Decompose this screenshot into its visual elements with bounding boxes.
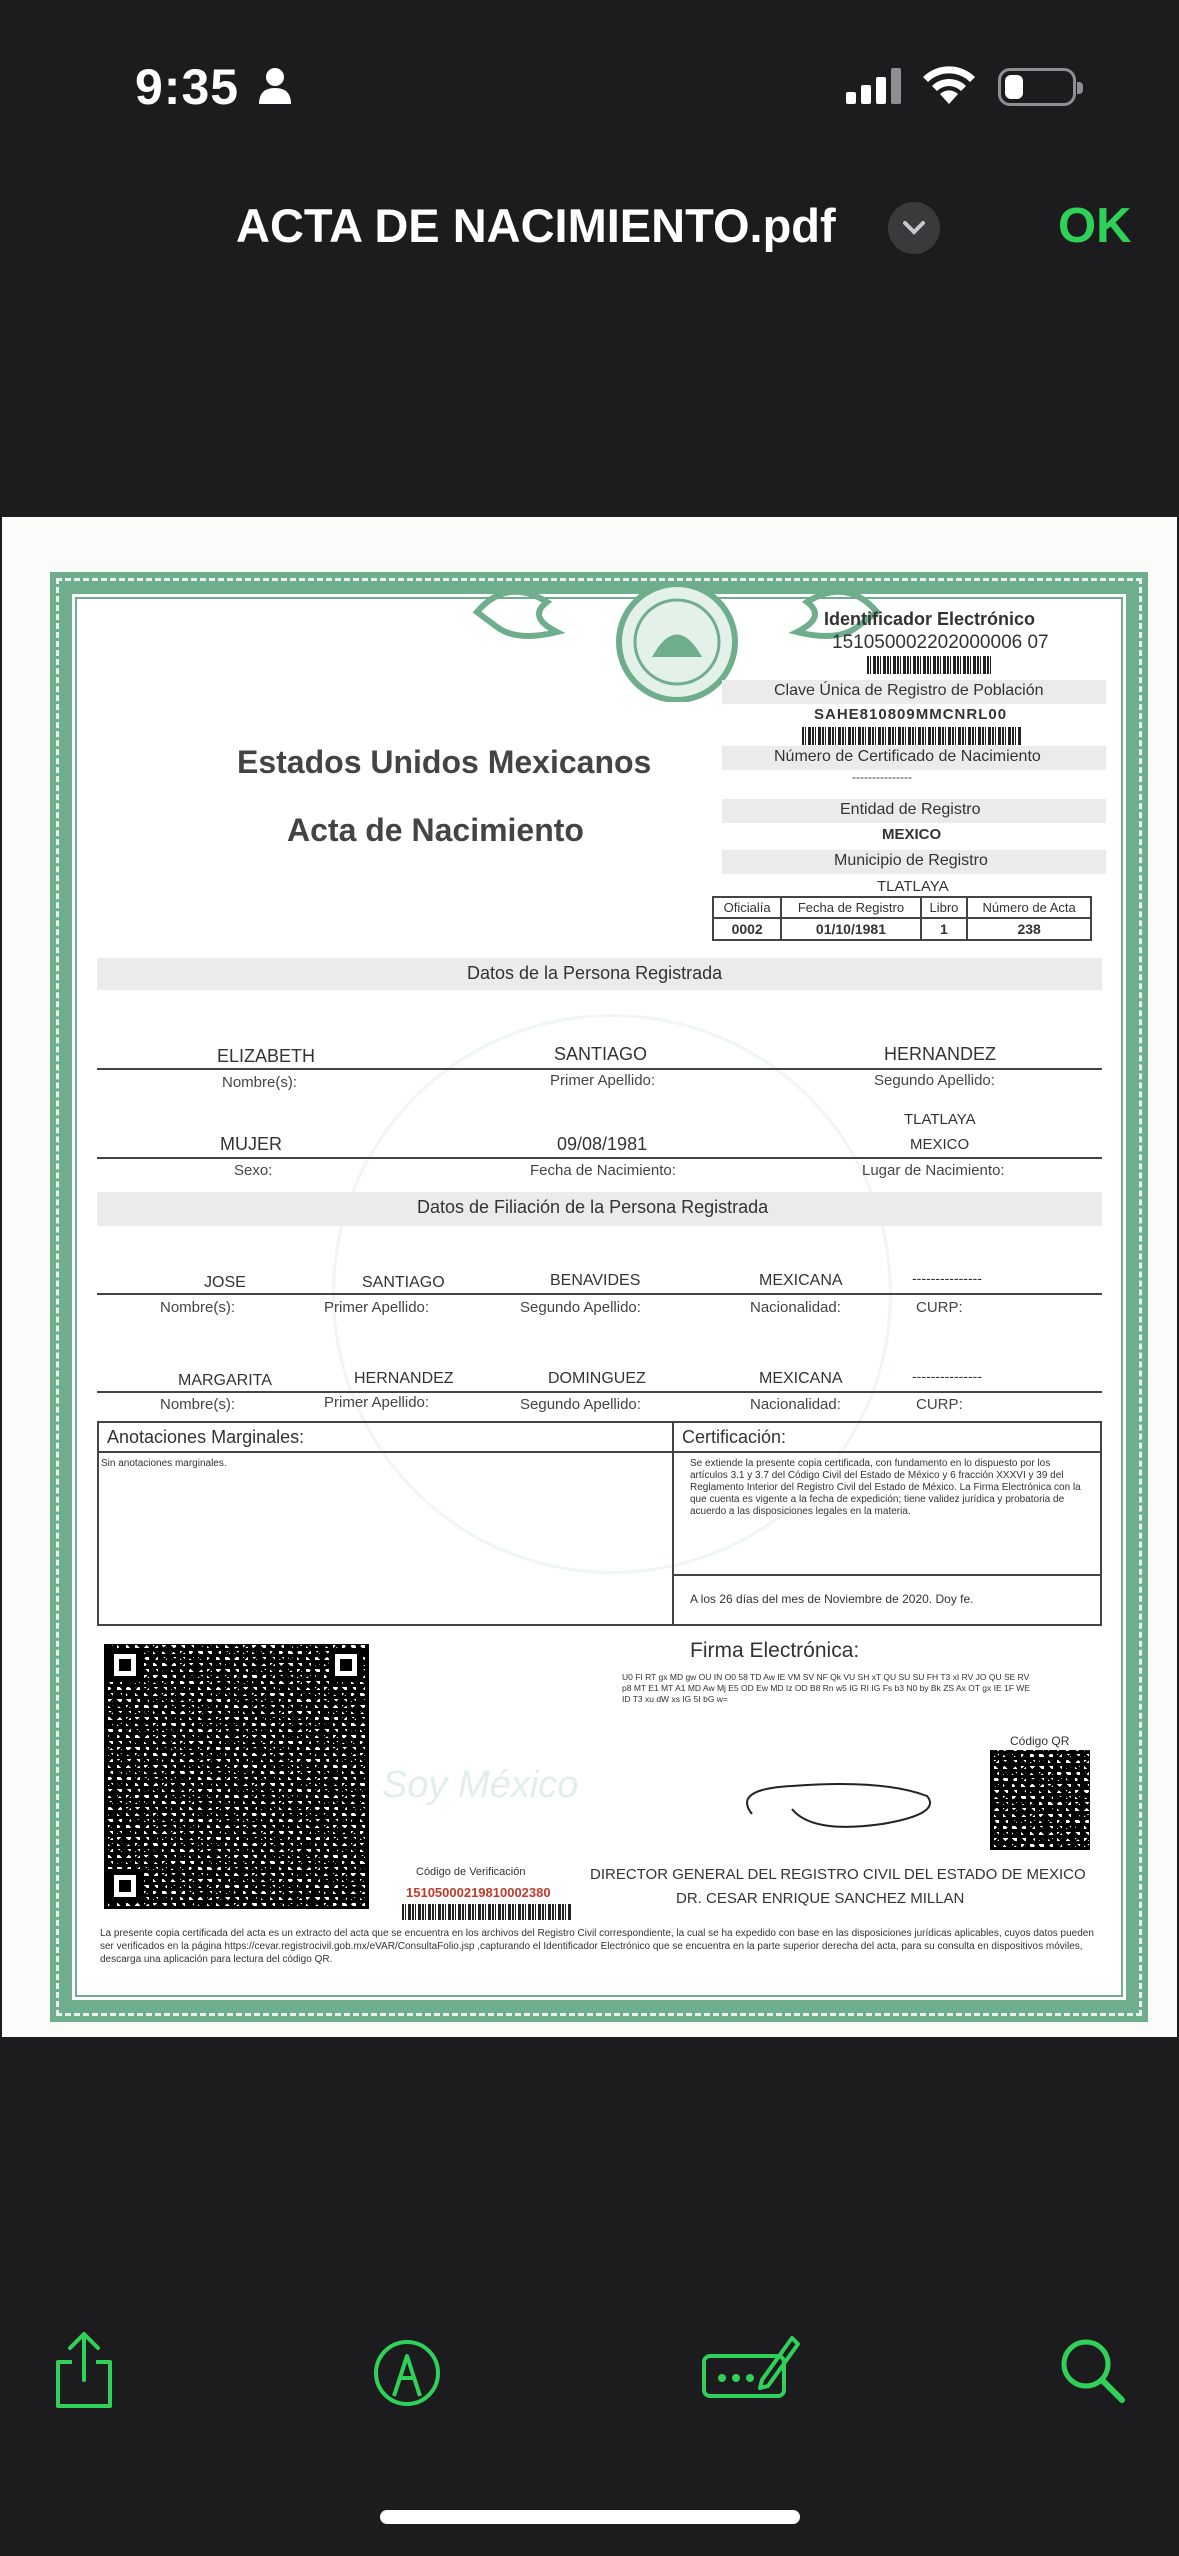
municipio-value: TLATLAYA (877, 878, 949, 895)
reg-value: 1 (921, 918, 968, 940)
label-apellido2: Segundo Apellido: (874, 1072, 995, 1089)
mother-label-ap2: Segundo Apellido: (520, 1396, 641, 1413)
section-filiacion-title: Datos de Filiación de la Persona Registrada (417, 1197, 769, 1217)
legal-footer: La presente copia certificada del acta es un extracto del acta que se encuentra en los archivos del Registro Civil correspondiente, la cual se ha expedido con base en las disposiciones jurídicas aplicables, cuyos datos pueden ser verificados en la página https://cevar.registrocivil.gob.mx/eVAR/ConsultaFolio.jsp ,capturando el Identificador Electrónico que se encuentra en la parte superior derecha del acta, para su consulta en dispositivos móviles, descarga una aplicación para lectura del código QR. (100, 1928, 1094, 1965)
entidad-title: Entidad de Registro (840, 801, 981, 818)
reg-header: Oficialía (713, 897, 781, 918)
verif-code: 15105000219810002380 (406, 1885, 551, 1900)
signature-icon[interactable] (700, 2332, 800, 2402)
father-label-nombre: Nombre(s): (160, 1299, 236, 1316)
reg-header: Libro (921, 897, 968, 918)
wifi-icon (920, 64, 978, 106)
mother-apellido2: DOMINGUEZ (548, 1370, 646, 1387)
label-fecha: Fecha de Nacimiento: (530, 1162, 676, 1179)
pdf-page[interactable] (2, 517, 1177, 2037)
verif-barcode (402, 1904, 572, 1920)
mother-curp: --------------- (912, 1368, 982, 1384)
anotaciones-text: Sin anotaciones marginales. (101, 1458, 227, 1469)
cellular-signal-icon (846, 68, 904, 104)
lugar-line2: MEXICO (910, 1136, 970, 1153)
id-barcode (867, 656, 992, 674)
curp-barcode (802, 727, 1022, 745)
qr-small-label: Código QR (1010, 1734, 1070, 1748)
document-filename[interactable]: ACTA DE NACIMIENTO.pdf (236, 199, 836, 252)
markup-icon[interactable] (372, 2338, 442, 2408)
mother-nombre: MARGARITA (178, 1372, 272, 1389)
signature-graphic (732, 1754, 952, 1834)
id-title: Identificador Electrónico (824, 609, 1036, 629)
person-icon (258, 66, 292, 106)
registration-table (712, 896, 1092, 941)
section-person-title: Datos de la Persona Registrada (467, 963, 723, 983)
father-label-curp: CURP: (916, 1299, 963, 1316)
battery-icon (998, 68, 1076, 106)
label-lugar: Lugar de Nacimiento: (862, 1162, 1005, 1179)
firma-title: Firma Electrónica: (690, 1639, 860, 1662)
title-bar (0, 190, 1179, 270)
certificacion-date: A los 26 días del mes de Noviembre de 2020. Doy fe. (690, 1592, 974, 1606)
home-indicator[interactable] (380, 2510, 800, 2524)
reg-value: 01/10/1981 (781, 918, 920, 940)
person-sexo: MUJER (220, 1134, 282, 1154)
mother-label-nombre: Nombre(s): (160, 1396, 236, 1413)
certificate-content (72, 594, 1126, 2000)
person-fecha: 09/08/1981 (557, 1134, 648, 1154)
municipio-title: Municipio de Registro (834, 852, 988, 869)
certificacion-title: Certificación: (682, 1427, 787, 1447)
mother-apellido1: HERNANDEZ (354, 1370, 454, 1387)
watermark-text: Soy México (382, 1764, 579, 1806)
share-icon[interactable] (52, 2330, 116, 2410)
father-label-ap2: Segundo Apellido: (520, 1299, 641, 1316)
reg-header: Número de Acta (967, 897, 1091, 918)
person-apellido2: HERNANDEZ (884, 1044, 997, 1064)
father-apellido1: SANTIAGO (362, 1274, 445, 1291)
label-apellido1: Primer Apellido: (550, 1072, 656, 1089)
verif-label: Código de Verificación (416, 1866, 526, 1878)
cert-number-title: Número de Certificado de Nacimiento (774, 748, 1041, 765)
document-title: Acta de Nacimiento (287, 812, 584, 848)
reg-value: 238 (967, 918, 1091, 940)
status-bar (0, 0, 1179, 170)
mother-label-curp: CURP: (916, 1396, 963, 1413)
chevron-down-icon (902, 220, 926, 236)
qr-code-small (990, 1750, 1090, 1850)
director-title: DIRECTOR GENERAL DEL REGISTRO CIVIL DEL ESTADO DE MEXICO (590, 1866, 1086, 1883)
label-nombre: Nombre(s): (222, 1074, 298, 1091)
qr-code-large (104, 1644, 369, 1909)
reg-value: 0002 (713, 918, 781, 940)
anotaciones-title: Anotaciones Marginales: (107, 1427, 305, 1447)
director-name: DR. CESAR ENRIQUE SANCHEZ MILLAN (676, 1890, 965, 1907)
entidad-value: MEXICO (882, 826, 942, 843)
person-nombre: ELIZABETH (217, 1046, 316, 1066)
bottom-toolbar (0, 2330, 1179, 2450)
curp-title: Clave Única de Registro de Población (774, 682, 1044, 699)
firma-hash: U0 FI RT gx MD gw OU IN O0 58 TD Aw IE VM SV NF Qk VU SH xT QU SU SU FH T3 xI RV JO QU SE RV p8 MT E1 MT A1 MD Aw Mj E5 OD Ew MD Iz OD B8 Rn w5 IG RI IG Fs b3 N0 by Bk ZS Ax OT gx IE 1F WE ID T3 xu dW xs IG 5I bG w= (622, 1672, 1030, 1704)
country-title: Estados Unidos Mexicanos (237, 744, 652, 780)
id-number: 151050002202000006 07 (832, 632, 1049, 653)
father-nombre: JOSE (204, 1274, 246, 1291)
father-label-ap1: Primer Apellido: (324, 1299, 430, 1316)
mother-label-ap1: Primer Apellido: (324, 1394, 430, 1411)
ok-button[interactable]: OK (1058, 199, 1132, 253)
mother-nacionalidad: MEXICANA (759, 1370, 843, 1387)
status-time: 9:35 (135, 59, 240, 115)
reg-header: Fecha de Registro (781, 897, 920, 918)
certificacion-text: Se extiende la presente copia certificada, con fundamento en lo dispuesto por los artículos 3.1 y 3.7 del Código Civil del Estado de México y 6 fracción XXXVI y 39 del Reglamento Interior del Registro Civil del Estado de México. La Firma Electrónica con la que cuenta es vigente a la fecha de expedición; tiene validez jurídica y probatoria de acuerdo a las disposiciones legales en la materia. (690, 1458, 1081, 1517)
curp-value: SAHE810809MMCNRL00 (814, 706, 1008, 723)
search-icon[interactable] (1058, 2336, 1128, 2406)
father-label-nac: Nacionalidad: (750, 1299, 841, 1316)
person-apellido1: SANTIAGO (554, 1044, 648, 1064)
father-curp: --------------- (912, 1270, 982, 1286)
cert-number-value: --------------- (852, 770, 912, 784)
father-apellido2: BENAVIDES (550, 1272, 641, 1289)
title-menu-button[interactable] (888, 202, 940, 254)
mother-label-nac: Nacionalidad: (750, 1396, 841, 1413)
father-nacionalidad: MEXICANA (759, 1272, 843, 1289)
label-sexo: Sexo: (234, 1162, 273, 1179)
lugar-line1: TLATLAYA (904, 1111, 976, 1128)
